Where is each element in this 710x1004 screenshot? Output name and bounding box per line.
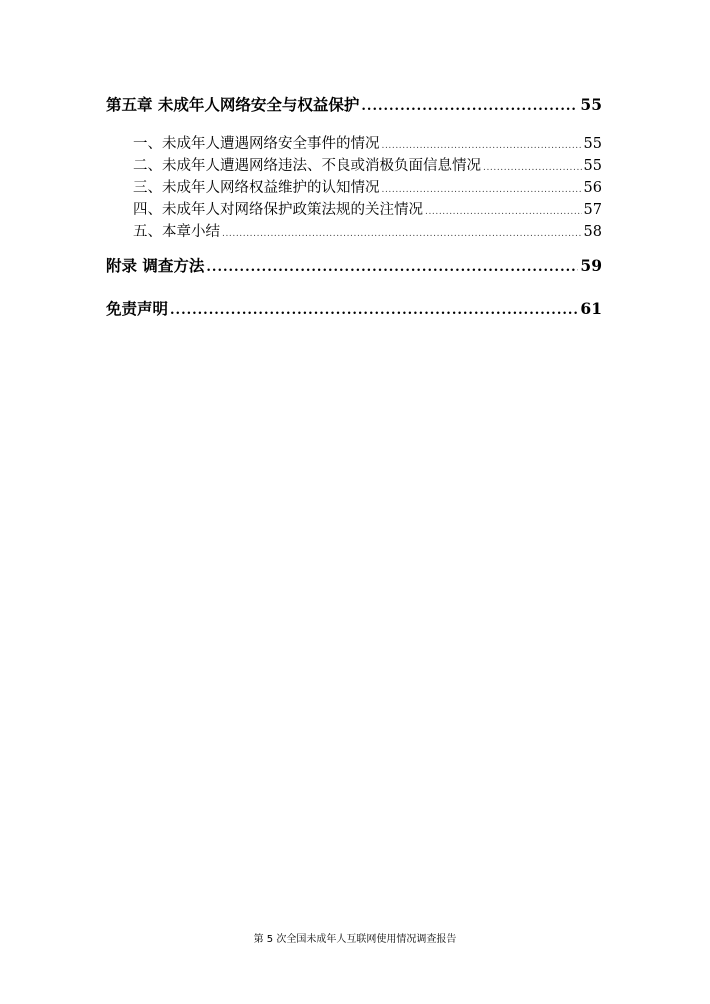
- dot-leader: [222, 229, 582, 239]
- dot-leader: [483, 163, 582, 173]
- toc-entry-section-1[interactable]: [106, 132, 602, 153]
- toc-entry-title: 三、未成年人网络权益维护的认知情况: [133, 180, 380, 196]
- toc-entry-title: 二、未成年人遭遇网络违法、不良或消极负面信息情况: [133, 158, 481, 174]
- toc-entry-disclaimer[interactable]: [106, 297, 602, 319]
- toc-page-number: 55: [583, 158, 602, 174]
- dot-leader: [425, 207, 582, 217]
- toc-entry-title: 第五章 未成年人网络安全与权益保护: [106, 95, 360, 114]
- toc-page-number: 55: [583, 136, 602, 152]
- toc-entry-title: 免责声明: [106, 299, 169, 318]
- toc-entry-section-4[interactable]: [106, 198, 602, 219]
- dot-leader: [170, 303, 578, 318]
- toc-entry-chapter5[interactable]: [106, 93, 602, 115]
- toc-entry-title: 五、本章小结: [133, 224, 220, 240]
- toc-page-number: 55: [580, 95, 602, 114]
- toc-page-number: 57: [583, 202, 602, 218]
- toc-entry-section-2[interactable]: [106, 154, 602, 175]
- toc-page-number: 59: [580, 256, 602, 275]
- toc-entry-title: 一、未成年人遭遇网络安全事件的情况: [133, 136, 380, 152]
- dot-leader: [382, 141, 582, 151]
- dot-leader: [361, 99, 578, 114]
- toc-page-number: 61: [580, 299, 602, 318]
- toc-page-number: 56: [583, 180, 602, 196]
- toc-page-number: 58: [583, 224, 602, 240]
- dot-leader: [206, 260, 578, 275]
- page-footer: 第 5 次全国未成年人互联网使用情况调查报告: [253, 934, 457, 945]
- toc-entry-section-3[interactable]: [106, 176, 602, 197]
- toc-entry-section-5[interactable]: [106, 220, 602, 241]
- toc-entry-title: 四、未成年人对网络保护政策法规的关注情况: [133, 202, 423, 218]
- dot-leader: [382, 185, 582, 195]
- toc-entry-appendix[interactable]: [106, 254, 602, 276]
- toc-entry-title: 附录 调查方法: [106, 256, 205, 275]
